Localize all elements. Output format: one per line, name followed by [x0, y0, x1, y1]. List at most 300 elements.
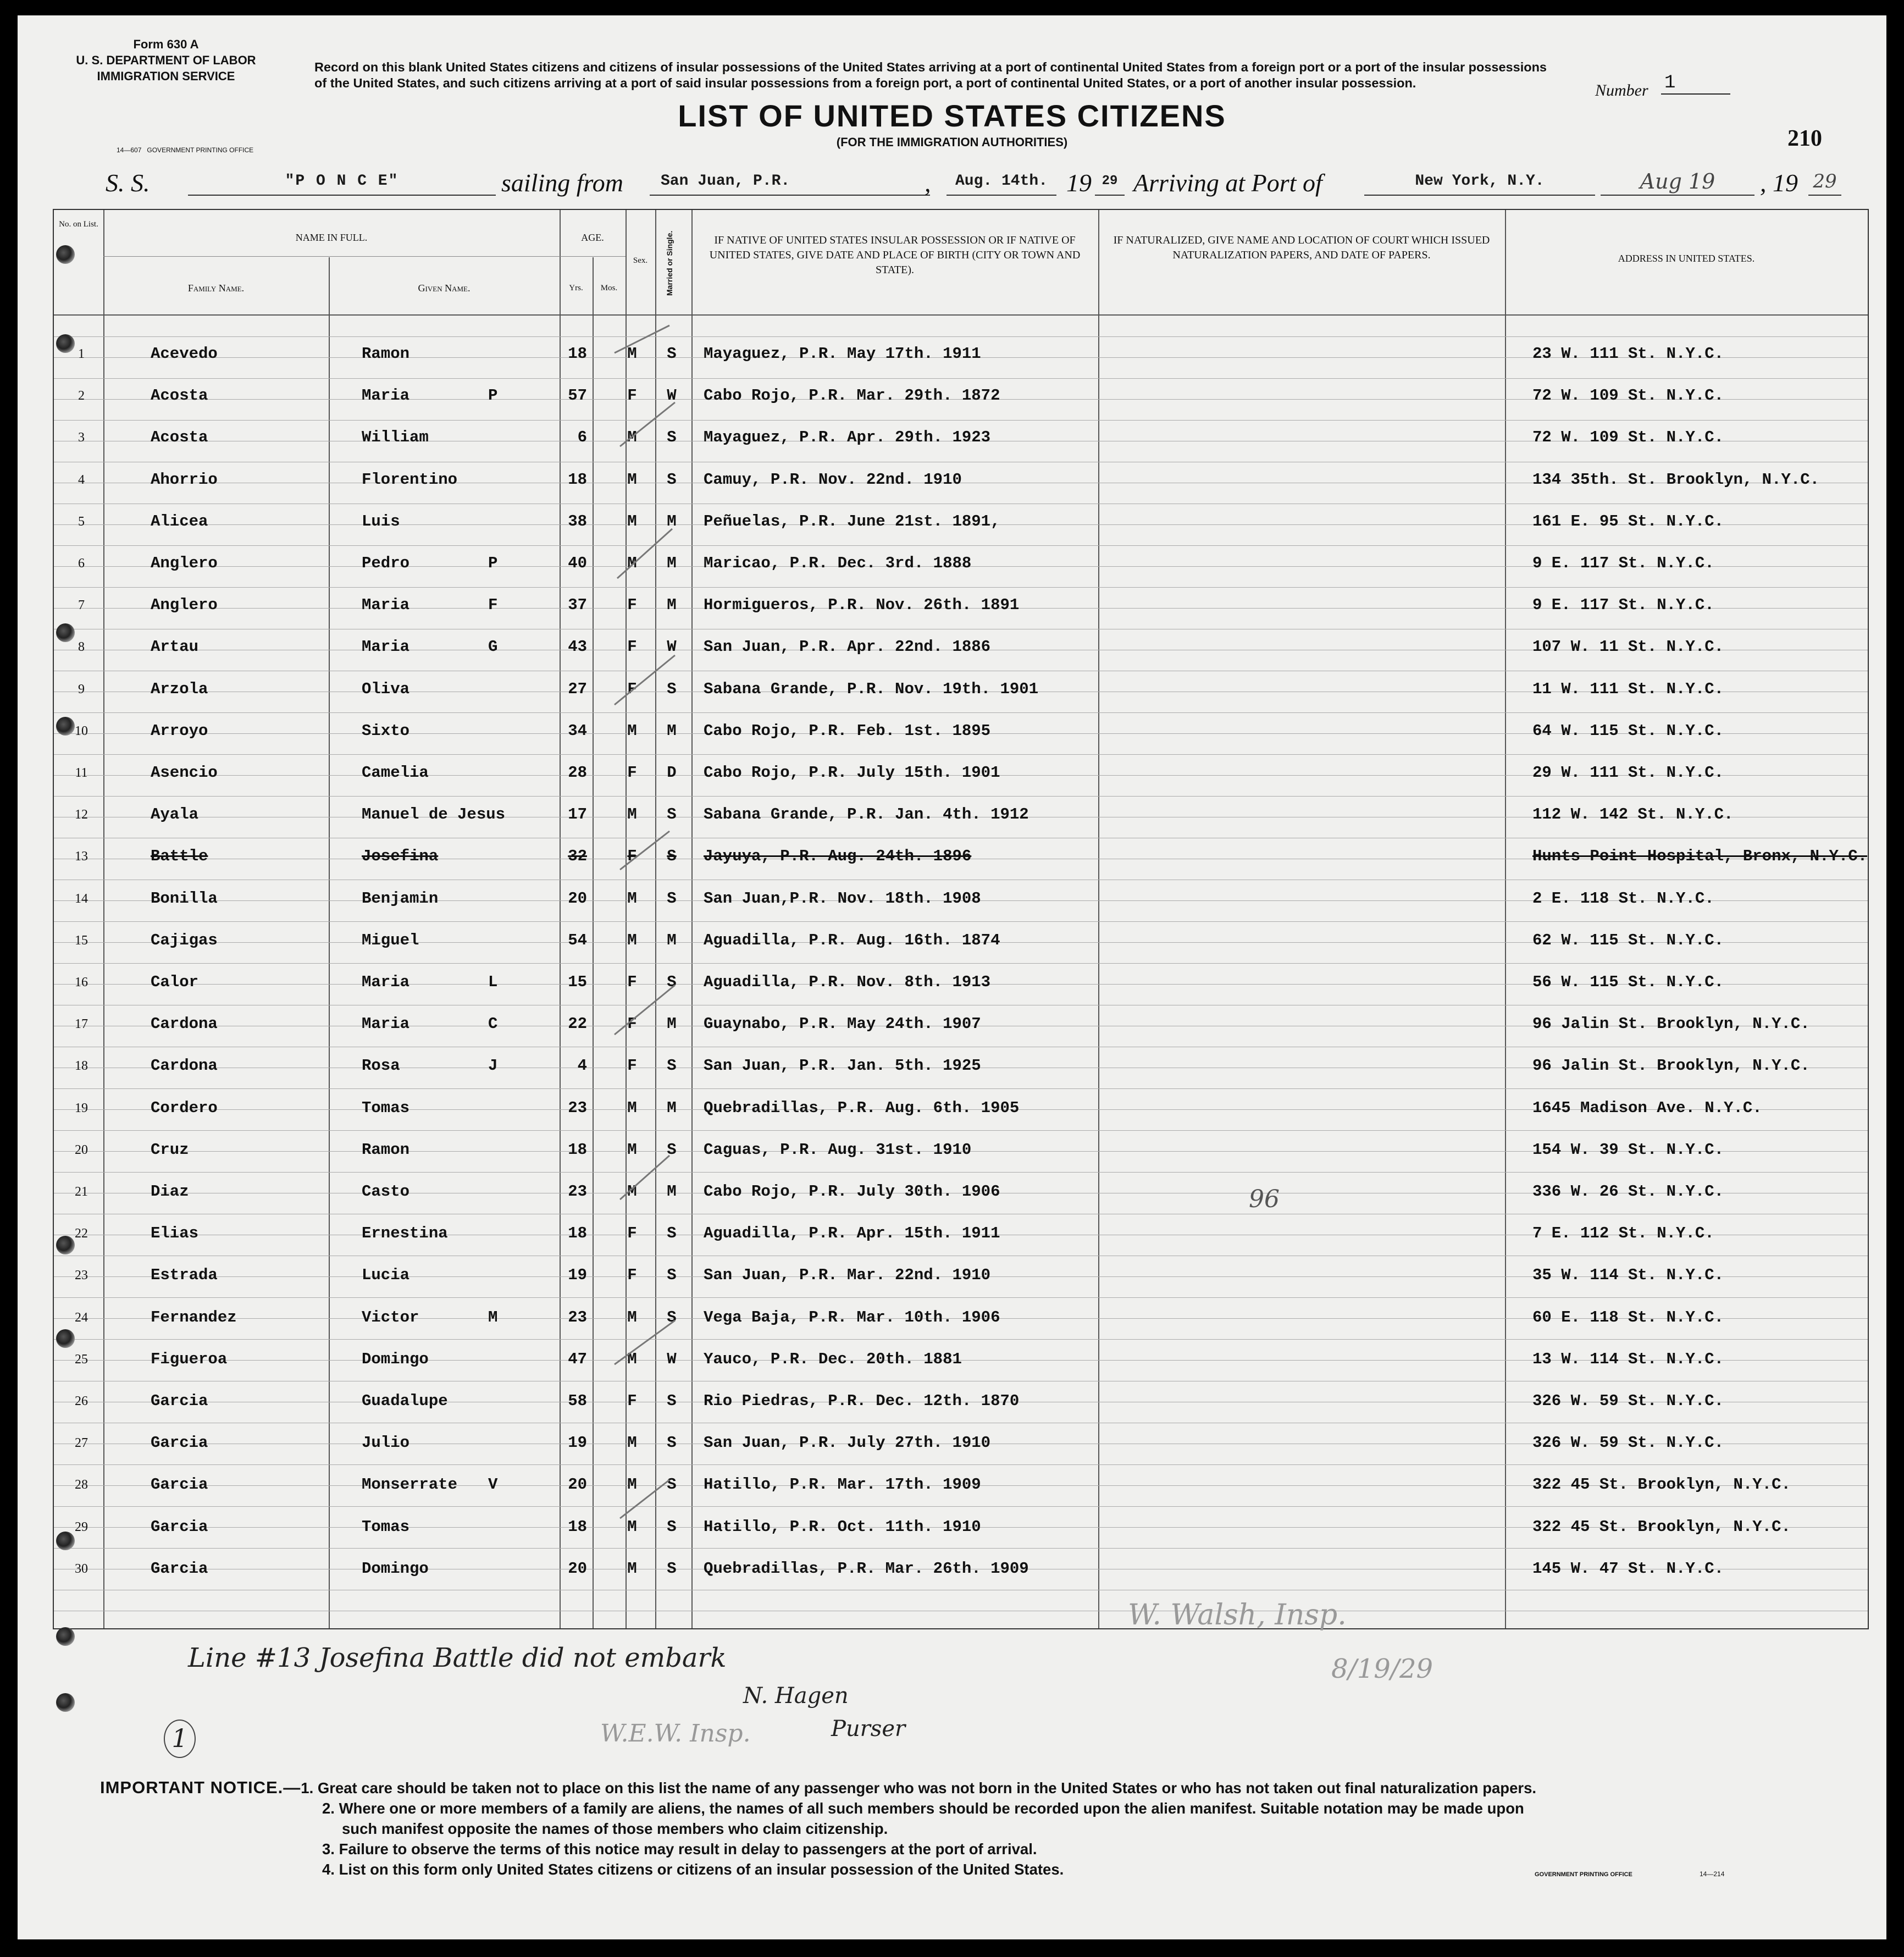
- sex: M: [627, 805, 637, 823]
- sex: F: [627, 638, 637, 656]
- family-name: Bonilla: [151, 889, 218, 908]
- row-number: 11: [75, 766, 88, 780]
- birth-place-date: Hormigueros, P.R. Nov. 26th. 1891: [704, 596, 1020, 614]
- row-number: 25: [75, 1352, 88, 1367]
- family-name: Acosta: [151, 428, 208, 446]
- table-row: [54, 1308, 1868, 1328]
- row-number: 13: [75, 849, 88, 864]
- notice-item-3: 3. Failure to observe the terms of this notice may result in delay to passengers at the port of arrival.: [322, 1840, 1037, 1858]
- ruled-line: [54, 1339, 1868, 1340]
- us-address: 112 W. 142 St. N.Y.C.: [1532, 805, 1734, 823]
- punch-hole: [56, 1693, 75, 1712]
- row-number: 2: [78, 389, 85, 403]
- sex: M: [627, 428, 637, 446]
- table-row: [54, 805, 1868, 825]
- birth-place-date: San Juan,P.R. Nov. 18th. 1908: [704, 889, 981, 908]
- age-years: 34: [568, 722, 587, 740]
- preamble-text: Record on this blank United States citizens and citizens of insular possessions of the United States arriving at a port of continental United States from a foreign port or a port of the insular possessions of the United States, and such citizens arriving at a port of said insular possessions from a foreign port, a port of continental United States, or a port of another insular possession.: [314, 60, 1547, 90]
- age-years: 6: [577, 428, 587, 446]
- birth-place-date: Quebradillas, P.R. Mar. 26th. 1909: [704, 1560, 1029, 1578]
- given-name: Miguel: [362, 931, 419, 949]
- form-number: Form 630 A: [133, 37, 199, 51]
- table-row: [54, 1350, 1868, 1369]
- us-address: 29 W. 111 St. N.Y.C.: [1532, 764, 1724, 782]
- table-row: [54, 1559, 1868, 1579]
- arrival-port: New York, N.Y.: [1364, 168, 1595, 196]
- age-years: 37: [568, 596, 587, 614]
- us-address: 161 E. 95 St. N.Y.C.: [1532, 512, 1724, 530]
- sex: M: [627, 889, 637, 908]
- table-row: [54, 1140, 1868, 1160]
- ruled-line: [54, 1172, 1868, 1173]
- table-row: [54, 1475, 1868, 1495]
- middle-initial: V: [488, 1475, 498, 1494]
- birth-place-date: Yauco, P.R. Dec. 20th. 1881: [704, 1350, 962, 1368]
- table-row: [54, 889, 1868, 909]
- age-years: 27: [568, 680, 587, 698]
- given-name: Domingo: [362, 1560, 429, 1578]
- row-number: 21: [75, 1185, 88, 1199]
- family-name: Arroyo: [151, 722, 208, 740]
- family-name: Diaz: [151, 1182, 189, 1201]
- punch-hole: [56, 1329, 75, 1348]
- birth-place-date: San Juan, P.R. Apr. 22nd. 1886: [704, 638, 991, 656]
- birth-place-date: Cabo Rojo, P.R. Feb. 1st. 1895: [704, 722, 991, 740]
- family-name: Cardona: [151, 1015, 218, 1033]
- depart-date: Aug. 14th.: [947, 168, 1056, 196]
- sex: F: [627, 1266, 637, 1284]
- age-years: 18: [568, 1141, 587, 1159]
- row-number: 18: [75, 1059, 88, 1073]
- age-years: 18: [568, 345, 587, 363]
- purser-title: Purser: [831, 1716, 906, 1742]
- table-row: [54, 386, 1868, 406]
- family-name: Cajigas: [151, 931, 218, 949]
- purser-signature: N. Hagen: [743, 1683, 849, 1709]
- family-name: Cruz: [151, 1141, 189, 1159]
- sex: F: [627, 386, 637, 405]
- col-no: No. on List.: [59, 220, 98, 229]
- given-name: Casto: [362, 1182, 410, 1201]
- table-row: [54, 470, 1868, 490]
- birth-place-date: Sabana Grande, P.R. Jan. 4th. 1912: [704, 805, 1029, 823]
- us-address: 326 W. 59 St. N.Y.C.: [1532, 1434, 1724, 1452]
- page-number: 210: [1787, 126, 1822, 151]
- given-name: Oliva: [362, 680, 410, 698]
- table-row: [54, 1056, 1868, 1076]
- given-name: Camelia: [362, 764, 429, 782]
- age-years: 19: [568, 1434, 587, 1452]
- sex: M: [627, 1434, 637, 1452]
- table-row: [54, 554, 1868, 573]
- given-name: Guadalupe: [362, 1392, 448, 1410]
- age-years: 23: [568, 1308, 587, 1326]
- sex: M: [627, 1350, 637, 1368]
- ruled-line: [54, 963, 1868, 964]
- col-sex: Sex.: [633, 256, 648, 265]
- marital-status: M: [667, 596, 677, 614]
- given-name: Benjamin: [362, 889, 439, 908]
- sex: M: [627, 1099, 637, 1117]
- marital-status: S: [667, 1518, 677, 1536]
- ruled-line: [54, 336, 1868, 337]
- family-name: Cordero: [151, 1099, 218, 1117]
- family-name: Asencio: [151, 764, 218, 782]
- col-given-name: Given Name.: [418, 283, 471, 294]
- table-row: [54, 344, 1868, 364]
- given-name: Tomas: [362, 1518, 410, 1536]
- family-name: Acosta: [151, 386, 208, 405]
- sailing-from-label: sailing from: [501, 169, 623, 197]
- sex: F: [627, 764, 637, 782]
- sex: M: [627, 345, 637, 363]
- ruled-line: [54, 587, 1868, 588]
- ship-name: "P O N C E": [188, 168, 496, 196]
- middle-initial: J: [488, 1057, 498, 1075]
- printing-office: GOVERNMENT PRINTING OFFICE: [1535, 1871, 1632, 1878]
- table-row: [54, 637, 1868, 657]
- row-number: 28: [75, 1478, 88, 1492]
- sex: M: [627, 512, 637, 530]
- us-address: Hunts Point Hospital, Bronx, N.Y.C.: [1532, 847, 1868, 865]
- notice-item-4: 4. List on this form only United States citizens or citizens of an insular possession of the United States.: [322, 1861, 1064, 1878]
- row-number: 5: [78, 515, 85, 529]
- family-name: Ayala: [151, 805, 199, 823]
- us-address: 11 W. 111 St. N.Y.C.: [1532, 680, 1724, 698]
- birth-place-date: San Juan, P.R. July 27th. 1910: [704, 1434, 991, 1452]
- ruled-line: [54, 420, 1868, 421]
- ruled-line: [54, 1297, 1868, 1298]
- us-address: 13 W. 114 St. N.Y.C.: [1532, 1350, 1724, 1368]
- punch-hole: [56, 1236, 75, 1254]
- row-number: 17: [75, 1017, 88, 1031]
- us-address: 72 W. 109 St. N.Y.C.: [1532, 428, 1724, 446]
- us-address: 134 35th. St. Brooklyn, N.Y.C.: [1532, 471, 1820, 489]
- family-name: Arzola: [151, 680, 208, 698]
- row-number: 9: [78, 682, 85, 696]
- us-address: 60 E. 118 St. N.Y.C.: [1532, 1308, 1724, 1326]
- us-address: 9 E. 117 St. N.Y.C.: [1532, 596, 1714, 614]
- stamp-number: 96: [1249, 1185, 1280, 1213]
- sex: F: [627, 847, 637, 865]
- us-address: 2 E. 118 St. N.Y.C.: [1532, 889, 1714, 908]
- given-name: Julio: [362, 1434, 410, 1452]
- table-row: [54, 1391, 1868, 1411]
- table-row: [54, 512, 1868, 532]
- middle-initial: P: [488, 386, 498, 405]
- given-name: Victor: [362, 1308, 419, 1326]
- row-number: 12: [75, 808, 88, 822]
- given-name: Lucia: [362, 1266, 410, 1284]
- sex: F: [627, 1057, 637, 1075]
- birth-place-date: Vega Baja, P.R. Mar. 10th. 1906: [704, 1308, 1000, 1326]
- middle-initial: P: [488, 554, 498, 572]
- table-row: [54, 1098, 1868, 1118]
- given-name: Maria: [362, 973, 410, 991]
- given-name: Pedro: [362, 554, 410, 572]
- manifest-sheet: Form 630 A U. S. DEPARTMENT OF LABOR IMMIGRATION SERVICE 14—607 GOVERNMENT PRINTING OFFICE Record on this blank United States citizens and citizens of insular possessions of the United States arriving at a port of continental United States from a foreign port or a port of the insular possessions of the United States, and such citizens arriving at a port of said insular possessions from a foreign port, a port of continental United States, or a port of another insular possession. Number 1 210 LIST OF UNITED STATES CITIZENS (FOR THE IMMIGRATION AUTHORITIES) S. S. "P O N C E" sailing from San Juan, P.R. , Aug. 14th. 19 29 Arriving at Port of New York, N.Y. Aug 19 , 19 29 No. on List. NAME IN FULL. Family Name. Given Name. AGE. Yrs. Mos. Sex. Married or Single. IF NATIVE OF UNITED STATES INSULAR POSSESSION OR IF NATIVE OF UNITED STATES, GIVE DATE AND PLACE OF BIRTH (CITY OR TOWN AND STATE). IF NATURALIZED, GIVE NAME AND LOCATION OF COURT WHICH ISSUED NATURALIZATION PAPERS, AND DATE OF PAPERS. ADDRESS IN UNITED STATES. 1 Acevedo Ramon 18 M S Mayaguez, P.R. May 17th. 1911 23 W. 111 St. N.Y.C. 2 Acosta Maria P 57 F W Cabo Rojo, P.R. Mar. 29th. 1872 72 W. 109 St. N.Y.C. 3 Acosta William 6 M S Mayaguez, P.R. Apr. 29th. 1923 72 W. 109 St. N.Y.C. 4 Ahorrio Florentino 18 M S Camuy, P.R. Nov. 22nd. 1910 134 35th. St. Brooklyn, N.Y.C. 5 Alicea Luis 38 M M Peñuelas, P.R. June 21st. 1891, 161 E. 95 St. N.Y.C. 6 Anglero Pedro P 40 M M Maricao, P.R. Dec. 3rd. 1888 9 E. 117 St. N.Y.C. 7 Anglero Maria F 37 F M Hormigueros, P.R. Nov. 26th. 1891 9 E. 117 St. N.Y.C. 8 Artau Maria G 43 F W San Juan, P.R. Apr. 22nd. 1886 107 W. 11 St. N.Y.C. 9 Arzola Oliva 27 F S Sabana Grande, P.R. Nov. 19th. 1901 11 W. 111 St. N.Y.C. 10 Arroyo Sixto 34 M M Cabo Rojo, P.R. Feb. 1st. 1895 64 W. 115 St. N.Y.C. 11 Asencio Camelia 28 F D Cabo Rojo, P.R. July 15th. 1901 29 W. 111 St. N.Y.C. 12 Ayala Manuel de Jesus 17 M S Sabana Grande, P.R. Jan. 4th. 1912 112 W. 142 St. N.Y.C. 13 Battle Josefina 32 F S Jayuya, P.R. Aug. 24th. 1896 Hunts Point Hospital, Bronx, N.Y.C. 14 Bonilla Benjamin 20 M S San Juan,P.R. Nov. 18th. 1908 2 E. 118 St. N.Y.C. 15 Cajigas Miguel 54 M M Aguadilla, P.R. Aug. 16th. 1874 62 W. 115 St. N.Y.C. 16 Calor Maria L 15 F S Aguadilla, P.R. Nov. 8th. 1913 56 W. 115 St. N.Y.C. 17 Cardona Maria C 22 F M Guaynabo, P.R. May 24th. 1907 96 Jalin St. Brooklyn, N.Y.C. 18 Cardona Rosa J 4 F S San Juan, P.R. Jan. 5th. 1925 96 Jalin St. Brooklyn, N.Y.C. 19 Cordero Tomas 23 M M Quebradillas, P.R. Aug. 6th. 1905 1645 Madison Ave. N.Y.C. 20 Cruz Ramon 18 M S Caguas, P.R. Aug. 31st. 1910 154 W. 39 St. N.Y.C. 21 Diaz Casto 23 M M Cabo Rojo, P.R. July 30th. 1906 336 W. 26 St. N.Y.C. 22 Elias Ernestina 18 F S Aguadilla, P.R. Apr. 15th. 1911 7 E. 112 St. N.Y.C. 23 Estrada Lucia 19 F S San Juan, P.R. Mar. 22nd. 1910 35 W. 114 St. N.Y.C. 24 Fernandez Victor M 23 M S Vega Baja, P.R. Mar. 10th. 1906 60 E. 118 St. N.Y.C. 25 Figueroa Domingo 47 M W Yauco, P.R. Dec. 20th. 1881 13 W. 114 St. N.Y.C. 26 Garcia Guadalupe 58 F S Rio Piedras, P.R. Dec. 12th. 1870 326 W. 59 St. N.Y.C. 27 Garcia Julio 19 M S San Juan, P.R. July 27th. 1910 326 W. 59 St. N.Y.C. 28 Garcia Monserrate V 20 M S Hatillo, P.R. Mar. 17th. 1909 322 45 St. Brooklyn, N.Y.C. 29 Garcia Tomas 18 M S Hatillo, P.R. Oct. 11th. 1910 322 45 St. Brooklyn, N.Y.C. 30 Garcia Domingo 20 M S Quebradillas, P.R. Mar. 26th. 1909 145 W. 47 St. N.Y.C. 96 Line #13 Josefina Battle did not embark W. Walsh, Insp. 8/19/29 N. Hagen W.E.W. Insp. Purser 1 IMPORTANT NOTICE.—1. Great care should be taken not to place on this list the name of any passenger who was not born in the United States or who has not taken out final naturalization papers. 2. Where one or more members of a family are aliens, the names of all such members should be recorded upon the alien manifest. Suitable notation may be made upon such manifest opposite the names of those members who claim citizenship. 3. Failure to observe the terms of this notice may result in delay to passengers at the port of arrival. 4. List on this form only United States citizens or citizens of an insular possession of the United States. GOVERNMENT PRINTING OFFICE 14—214: [18, 15, 1886, 1939]
- given-name: Domingo: [362, 1350, 429, 1368]
- family-name: Artau: [151, 638, 199, 656]
- inspector-date: 8/19/29: [1331, 1654, 1433, 1684]
- col-age: AGE.: [581, 232, 604, 243]
- age-years: 54: [568, 931, 587, 949]
- birth-place-date: Maricao, P.R. Dec. 3rd. 1888: [704, 554, 972, 572]
- family-name: Elias: [151, 1224, 199, 1242]
- sex: M: [627, 471, 637, 489]
- birth-place-date: Cabo Rojo, P.R. July 15th. 1901: [704, 764, 1000, 782]
- line13-note: Line #13 Josefina Battle did not embark: [188, 1643, 727, 1673]
- year-prefix: 19: [1066, 169, 1092, 197]
- marital-status: S: [667, 1224, 677, 1242]
- us-address: 336 W. 26 St. N.Y.C.: [1532, 1182, 1724, 1201]
- ruled-line: [54, 1464, 1868, 1465]
- given-name: Ramon: [362, 1141, 410, 1159]
- marital-status: S: [667, 1141, 677, 1159]
- age-years: 23: [568, 1182, 587, 1201]
- us-address: 154 W. 39 St. N.Y.C.: [1532, 1141, 1724, 1159]
- birth-place-date: Hatillo, P.R. Mar. 17th. 1909: [704, 1475, 981, 1494]
- marital-status: W: [667, 638, 677, 656]
- age-years: 20: [568, 1560, 587, 1578]
- punch-hole: [56, 623, 75, 642]
- birth-place-date: Hatillo, P.R. Oct. 11th. 1910: [704, 1518, 981, 1536]
- ruled-line: [54, 1088, 1868, 1089]
- birth-place-date: Quebradillas, P.R. Aug. 6th. 1905: [704, 1099, 1020, 1117]
- sex: M: [627, 1475, 637, 1494]
- family-name: Garcia: [151, 1434, 208, 1452]
- family-name: Anglero: [151, 554, 218, 572]
- ruled-line: [54, 712, 1868, 713]
- col-married-single: Married or Single.: [665, 230, 674, 296]
- sex: M: [627, 722, 637, 740]
- sex: F: [627, 680, 637, 698]
- age-years: 47: [568, 1350, 587, 1368]
- age-years: 15: [568, 973, 587, 991]
- marital-status: S: [667, 1392, 677, 1410]
- family-name: Garcia: [151, 1392, 208, 1410]
- row-number: 30: [75, 1562, 88, 1576]
- age-years: 32: [568, 847, 587, 865]
- us-address: 7 E. 112 St. N.Y.C.: [1532, 1224, 1714, 1242]
- birth-place-date: Cabo Rojo, P.R. July 30th. 1906: [704, 1182, 1000, 1201]
- given-name: Manuel de Jesus: [362, 805, 506, 823]
- birth-place-date: Peñuelas, P.R. June 21st. 1891,: [704, 512, 1000, 530]
- age-years: 17: [568, 805, 587, 823]
- us-address: 326 W. 59 St. N.Y.C.: [1532, 1392, 1724, 1410]
- us-address: 9 E. 117 St. N.Y.C.: [1532, 554, 1714, 572]
- age-years: 28: [568, 764, 587, 782]
- birth-place-date: Jayuya, P.R. Aug. 24th. 1896: [704, 847, 972, 865]
- us-address: 145 W. 47 St. N.Y.C.: [1532, 1560, 1724, 1578]
- table-row: [54, 1517, 1868, 1537]
- marital-status: S: [667, 345, 677, 363]
- table-row: [54, 1224, 1868, 1243]
- row-number: 3: [78, 430, 85, 445]
- notice-item-2-cont: such manifest opposite the names of those members who claim citizenship.: [342, 1820, 888, 1837]
- marital-status: W: [667, 386, 677, 405]
- row-number: 14: [75, 892, 88, 906]
- important-notice: [100, 1777, 1826, 1879]
- us-address: 35 W. 114 St. N.Y.C.: [1532, 1266, 1724, 1284]
- birth-place-date: San Juan, P.R. Jan. 5th. 1925: [704, 1057, 981, 1075]
- sex: M: [627, 554, 637, 572]
- sex: M: [627, 1182, 637, 1201]
- page-title: LIST OF UNITED STATES CITIZENS: [678, 98, 1226, 133]
- given-name: Josefina: [362, 847, 439, 865]
- table-row: [54, 972, 1868, 992]
- ss-label: S. S.: [106, 169, 150, 197]
- us-address: 62 W. 115 St. N.Y.C.: [1532, 931, 1724, 949]
- arrival-year: 29: [1808, 168, 1841, 196]
- sex: F: [627, 1392, 637, 1410]
- row-number: 8: [78, 640, 85, 654]
- marital-status: S: [667, 428, 677, 446]
- marital-status: S: [667, 1475, 677, 1494]
- from-port: San Juan, P.R.: [650, 168, 930, 196]
- given-name: Luis: [362, 512, 400, 530]
- depart-year: 29: [1095, 168, 1125, 196]
- family-name: Calor: [151, 973, 199, 991]
- age-years: 23: [568, 1099, 587, 1117]
- table-row: [54, 721, 1868, 741]
- inspector-signature: W. Walsh, Insp.: [1128, 1599, 1347, 1632]
- punch-hole: [56, 334, 75, 353]
- table-row: [54, 679, 1868, 699]
- birth-place-date: Mayaguez, P.R. Apr. 29th. 1923: [704, 428, 991, 446]
- birth-place-date: Camuy, P.R. Nov. 22nd. 1910: [704, 471, 962, 489]
- marital-status: M: [667, 1099, 677, 1117]
- family-name: Fernandez: [151, 1308, 237, 1326]
- row-number: 6: [78, 556, 85, 571]
- family-name: Garcia: [151, 1475, 208, 1494]
- page-subtitle: (FOR THE IMMIGRATION AUTHORITIES): [836, 135, 1068, 149]
- us-address: 72 W. 109 St. N.Y.C.: [1532, 386, 1724, 405]
- inspector-initials: W.E.W. Insp.: [600, 1720, 751, 1748]
- age-years: 57: [568, 386, 587, 405]
- family-name: Acevedo: [151, 345, 218, 363]
- us-address: 322 45 St. Brooklyn, N.Y.C.: [1532, 1518, 1791, 1536]
- given-name: Florentino: [362, 471, 458, 489]
- family-name: Anglero: [151, 596, 218, 614]
- marital-status: S: [667, 680, 677, 698]
- middle-initial: G: [488, 638, 498, 656]
- middle-initial: F: [488, 596, 498, 614]
- age-years: 20: [568, 1475, 587, 1494]
- marital-status: S: [667, 1434, 677, 1452]
- us-address: 96 Jalin St. Brooklyn, N.Y.C.: [1532, 1057, 1810, 1075]
- ruled-line: [54, 1506, 1868, 1507]
- form-code: 14—607 GOVERNMENT PRINTING OFFICE: [117, 146, 254, 154]
- department-name: U. S. DEPARTMENT OF LABOR: [76, 53, 256, 67]
- row-number: 23: [75, 1268, 88, 1282]
- arrival-date: Aug 19: [1601, 168, 1754, 196]
- table-row: [54, 931, 1868, 950]
- table-row: [54, 847, 1868, 866]
- number-value: 1: [1661, 73, 1730, 95]
- ruled-line: [54, 754, 1868, 755]
- form-identifier: [62, 36, 270, 84]
- table-row: [54, 1014, 1868, 1034]
- ruled-line: [54, 921, 1868, 922]
- col-years: Yrs.: [569, 284, 583, 292]
- marital-status: M: [667, 554, 677, 572]
- birth-place-date: Cabo Rojo, P.R. Mar. 29th. 1872: [704, 386, 1000, 405]
- marital-status: S: [667, 1266, 677, 1284]
- marital-status: W: [667, 1350, 677, 1368]
- number-label: Number: [1595, 81, 1648, 99]
- punch-hole: [56, 1532, 75, 1550]
- table-row: [54, 595, 1868, 615]
- family-name: Estrada: [151, 1266, 218, 1284]
- family-name: Ahorrio: [151, 471, 218, 489]
- table-row: [54, 1433, 1868, 1453]
- given-name: Maria: [362, 638, 410, 656]
- family-name: Garcia: [151, 1560, 208, 1578]
- birth-place-date: San Juan, P.R. Mar. 22nd. 1910: [704, 1266, 991, 1284]
- age-years: 43: [568, 638, 587, 656]
- us-address: 322 45 St. Brooklyn, N.Y.C.: [1532, 1475, 1791, 1494]
- row-number: 15: [75, 933, 88, 948]
- row-number: 22: [75, 1226, 88, 1241]
- given-name: Sixto: [362, 722, 410, 740]
- notice-item-1: 1. Great care should be taken not to place on this list the name of any passenger who was not born in the United States or who has not taken out final naturalization papers.: [301, 1779, 1537, 1796]
- given-name: Ramon: [362, 345, 410, 363]
- marital-status: M: [667, 722, 677, 740]
- us-address: 96 Jalin St. Brooklyn, N.Y.C.: [1532, 1015, 1810, 1033]
- ruled-line: [54, 796, 1868, 797]
- middle-initial: L: [488, 973, 498, 991]
- marital-status: S: [667, 889, 677, 908]
- given-name: William: [362, 428, 429, 446]
- punch-hole: [56, 245, 75, 264]
- birth-place-date: Mayaguez, P.R. May 17th. 1911: [704, 345, 981, 363]
- age-years: 40: [568, 554, 587, 572]
- us-address: 64 W. 115 St. N.Y.C.: [1532, 722, 1724, 740]
- col-name-in-full: NAME IN FULL.: [295, 232, 368, 243]
- marital-status: S: [667, 805, 677, 823]
- marital-status: D: [667, 764, 677, 782]
- sex: F: [627, 973, 637, 991]
- us-address: 1645 Madison Ave. N.Y.C.: [1532, 1099, 1762, 1117]
- notice-item-2: 2. Where one or more members of a family are aliens, the names of all such members should be recorded upon the alien manifest. Suitable notation may be made upon: [322, 1800, 1524, 1817]
- marital-status: S: [667, 1308, 677, 1326]
- marital-status: M: [667, 931, 677, 949]
- table-row: [54, 1265, 1868, 1285]
- given-name: Maria: [362, 596, 410, 614]
- sex: M: [627, 1560, 637, 1578]
- family-name: Figueroa: [151, 1350, 228, 1368]
- row-number: 16: [75, 975, 88, 989]
- table-row: [54, 428, 1868, 447]
- given-name: Ernestina: [362, 1224, 448, 1242]
- row-number: 10: [75, 724, 88, 738]
- row-number: 29: [75, 1520, 88, 1534]
- age-years: 58: [568, 1392, 587, 1410]
- marital-status: M: [667, 512, 677, 530]
- us-address: 23 W. 111 St. N.Y.C.: [1532, 345, 1724, 363]
- birth-place-date: Aguadilla, P.R. Aug. 16th. 1874: [704, 931, 1000, 949]
- check-marks: [609, 320, 686, 1568]
- marital-status: S: [667, 973, 677, 991]
- row-number: 19: [75, 1101, 88, 1115]
- marital-status: M: [667, 1182, 677, 1201]
- sex: F: [627, 596, 637, 614]
- marital-status: S: [667, 1057, 677, 1075]
- ruled-line: [54, 1130, 1868, 1131]
- given-name: Monserrate: [362, 1475, 458, 1494]
- age-years: 38: [568, 512, 587, 530]
